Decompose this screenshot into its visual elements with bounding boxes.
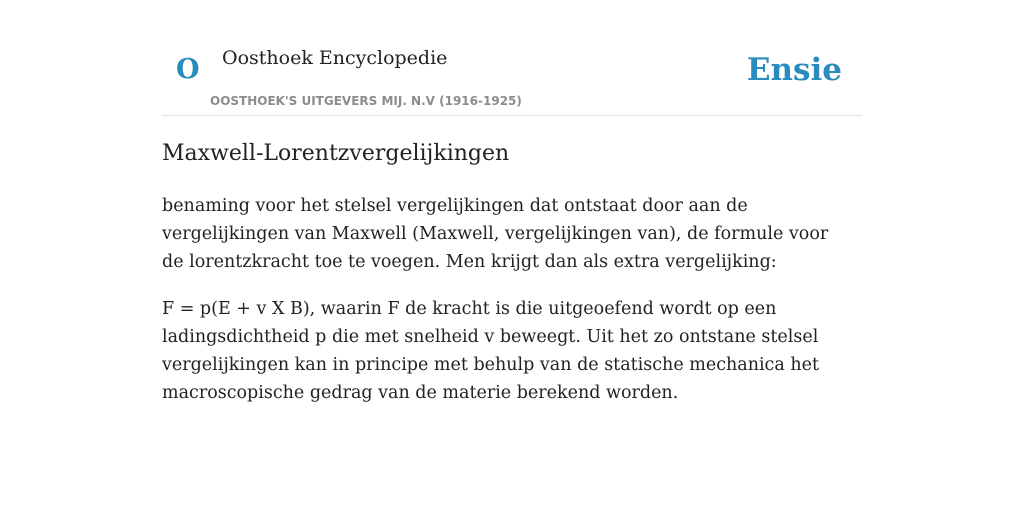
publication-logo[interactable]: O: [176, 54, 200, 85]
article-paragraph-2: F = p(E + v X B), waarin F de kracht is die uitgeoefend wordt op een ladingsdichtheid p die met snelheid v beweegt. Uit het zo ontstane stelsel vergelijkingen kan in principe met behulp van de statische mechanica het macroscopische gedrag van de materie berekend worden.: [162, 299, 820, 403]
article-title: Maxwell-Lorentzvergelijkingen: [162, 141, 510, 166]
publication-header: [162, 0, 862, 116]
article-body: [162, 192, 852, 426]
publisher-name: OOSTHOEK'S UITGEVERS MIJ. N.V (1916-1925): [210, 94, 522, 108]
article-paragraph-1: benaming voor het stelsel vergelijkingen dat ontstaat door aan de vergelijkingen van Maxwell (Maxwell, vergelijkingen van), de formule voor de lorentzkracht toe te voegen. Men krijgt dan als extra vergelijking:: [162, 196, 829, 272]
site-logo-link[interactable]: Ensie: [746, 52, 842, 88]
publication-title-link[interactable]: Oosthoek Encyclopedie: [222, 47, 448, 69]
page: [162, 0, 862, 403]
